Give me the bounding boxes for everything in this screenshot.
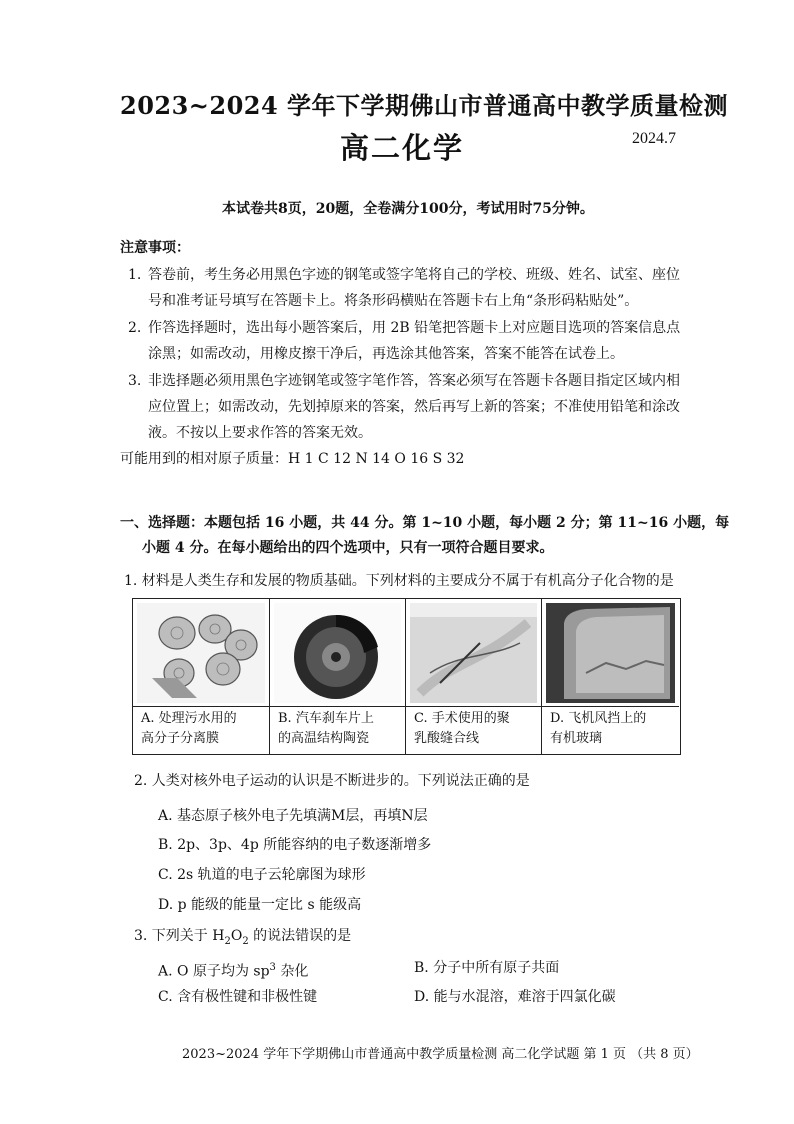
notice-number: 3.	[128, 373, 142, 389]
question-2-option-c: C. 2s 轨道的电子云轮廓图为球形	[158, 867, 366, 883]
question-3-option-c: C. 含有极性键和非极性键	[158, 989, 318, 1005]
caption-line: 的高温结构陶瓷	[278, 731, 370, 746]
question-3-option-b: B. 分子中所有原子共面	[414, 960, 560, 976]
section-instructions-line-1: 一、选择题：本题包括 16 小题，共 44 分。第 1~10 小题，每小题 2 分；第 11~16 小题，每	[120, 515, 730, 531]
notice-text: 作答选择题时，选出每小题答案后，用 2B 铅笔把答题卡上对应题目选项的答案信息点涂黑；如需改动，用橡皮擦干净后，再选涂其他答案，答案不能答在试卷上。	[148, 320, 681, 362]
subject-title: 高二化学	[340, 131, 465, 165]
notice-item-2	[128, 315, 698, 367]
section-instructions-line-2: 小题 4 分。在每小题给出的四个选项中，只有一项符合题目要求。	[142, 540, 554, 556]
question-1-stem: 1. 材料是人类生存和发展的物质基础。下列材料的主要成分不属于有机高分子化合物的是	[124, 573, 674, 589]
question-1-table	[132, 598, 681, 755]
stem-text: O	[230, 928, 243, 944]
exam-date: 2024.7	[632, 130, 676, 147]
option-d-caption	[542, 706, 679, 749]
option-text: A. O 原子均为 sp	[158, 963, 270, 980]
option-c-caption	[406, 706, 541, 749]
notice-number: 1.	[128, 267, 142, 283]
question-3-option-a	[158, 954, 308, 986]
option-a-cell	[133, 599, 270, 754]
question-2-option-a: A. 基态原子核外电子先填满M层，再填N层	[158, 808, 428, 824]
subscript: 2	[242, 935, 249, 947]
brake-disc-image	[274, 603, 401, 703]
notice-text: 非选择题必须用黑色字迹钢笔或签字笔作答，答案必须写在答题卡各题目指定区域内相应位置上；如需改动，先划掉原来的答案，然后再写上新的答案；不准使用铅笔和涂改液。不按以上要求作答的答案无效。	[148, 373, 680, 441]
option-b-caption	[270, 706, 405, 749]
surgical-suture-image	[410, 603, 537, 703]
option-text: 杂化	[275, 963, 309, 980]
exam-summary: 本试卷共8页，20题，全卷满分100分，考试用时75分钟。	[222, 201, 594, 217]
caption-line: B. 汽车刹车片上	[278, 711, 374, 726]
question-2-stem: 2. 人类对核外电子运动的认识是不断进步的。下列说法正确的是	[134, 773, 530, 789]
atomic-masses: 可能用到的相对原子质量：H 1 C 12 N 14 O 16 S 32	[120, 451, 465, 467]
page-footer: 2023~2024 学年下学期佛山市普通高中教学质量检测 高二化学试题 第 1 页 （共 8 页）	[182, 1047, 699, 1062]
question-3-stem	[134, 925, 351, 947]
superscript: 3	[269, 962, 276, 973]
subscript: 2	[224, 935, 231, 947]
exam-title: 2023~2024 学年下学期佛山市普通高中教学质量检测	[120, 91, 729, 120]
notice-text: 答卷前，考生务必用黑色字迹的钢笔或签字笔将自己的学校、班级、姓名、试室、座位号和准考证号填写在答题卡上。将条形码横贴在答题卡右上角“条形码粘贴处”。	[148, 267, 680, 309]
caption-line: 高分子分离膜	[141, 731, 220, 746]
stem-text: 3. 下列关于 H	[134, 928, 225, 944]
option-b-cell	[270, 599, 406, 754]
option-a-caption	[133, 706, 269, 749]
aircraft-windshield-image	[546, 603, 675, 703]
question-2-option-d: D. p 能级的能量一定比 s 能级高	[158, 897, 362, 913]
option-c-cell	[406, 599, 542, 754]
caption-line: 有机玻璃	[550, 731, 603, 746]
stem-text: 的说法错误的是	[248, 928, 352, 944]
membrane-modules-image	[137, 603, 265, 703]
notice-item-1	[128, 262, 698, 314]
caption-line: D. 飞机风挡上的	[550, 711, 647, 726]
caption-line: C. 手术使用的聚	[414, 711, 510, 726]
notice-heading: 注意事项：	[120, 240, 190, 256]
notice-number: 2.	[128, 320, 142, 336]
notice-item-3	[128, 368, 698, 446]
caption-line: A. 处理污水用的	[141, 711, 237, 726]
caption-line: 乳酸缝合线	[414, 731, 480, 746]
question-2-option-b: B. 2p、3p、4p 所能容纳的电子数逐渐增多	[158, 837, 432, 853]
question-3-option-d: D. 能与水混溶，难溶于四氯化碳	[414, 989, 616, 1005]
option-d-cell	[542, 599, 679, 754]
